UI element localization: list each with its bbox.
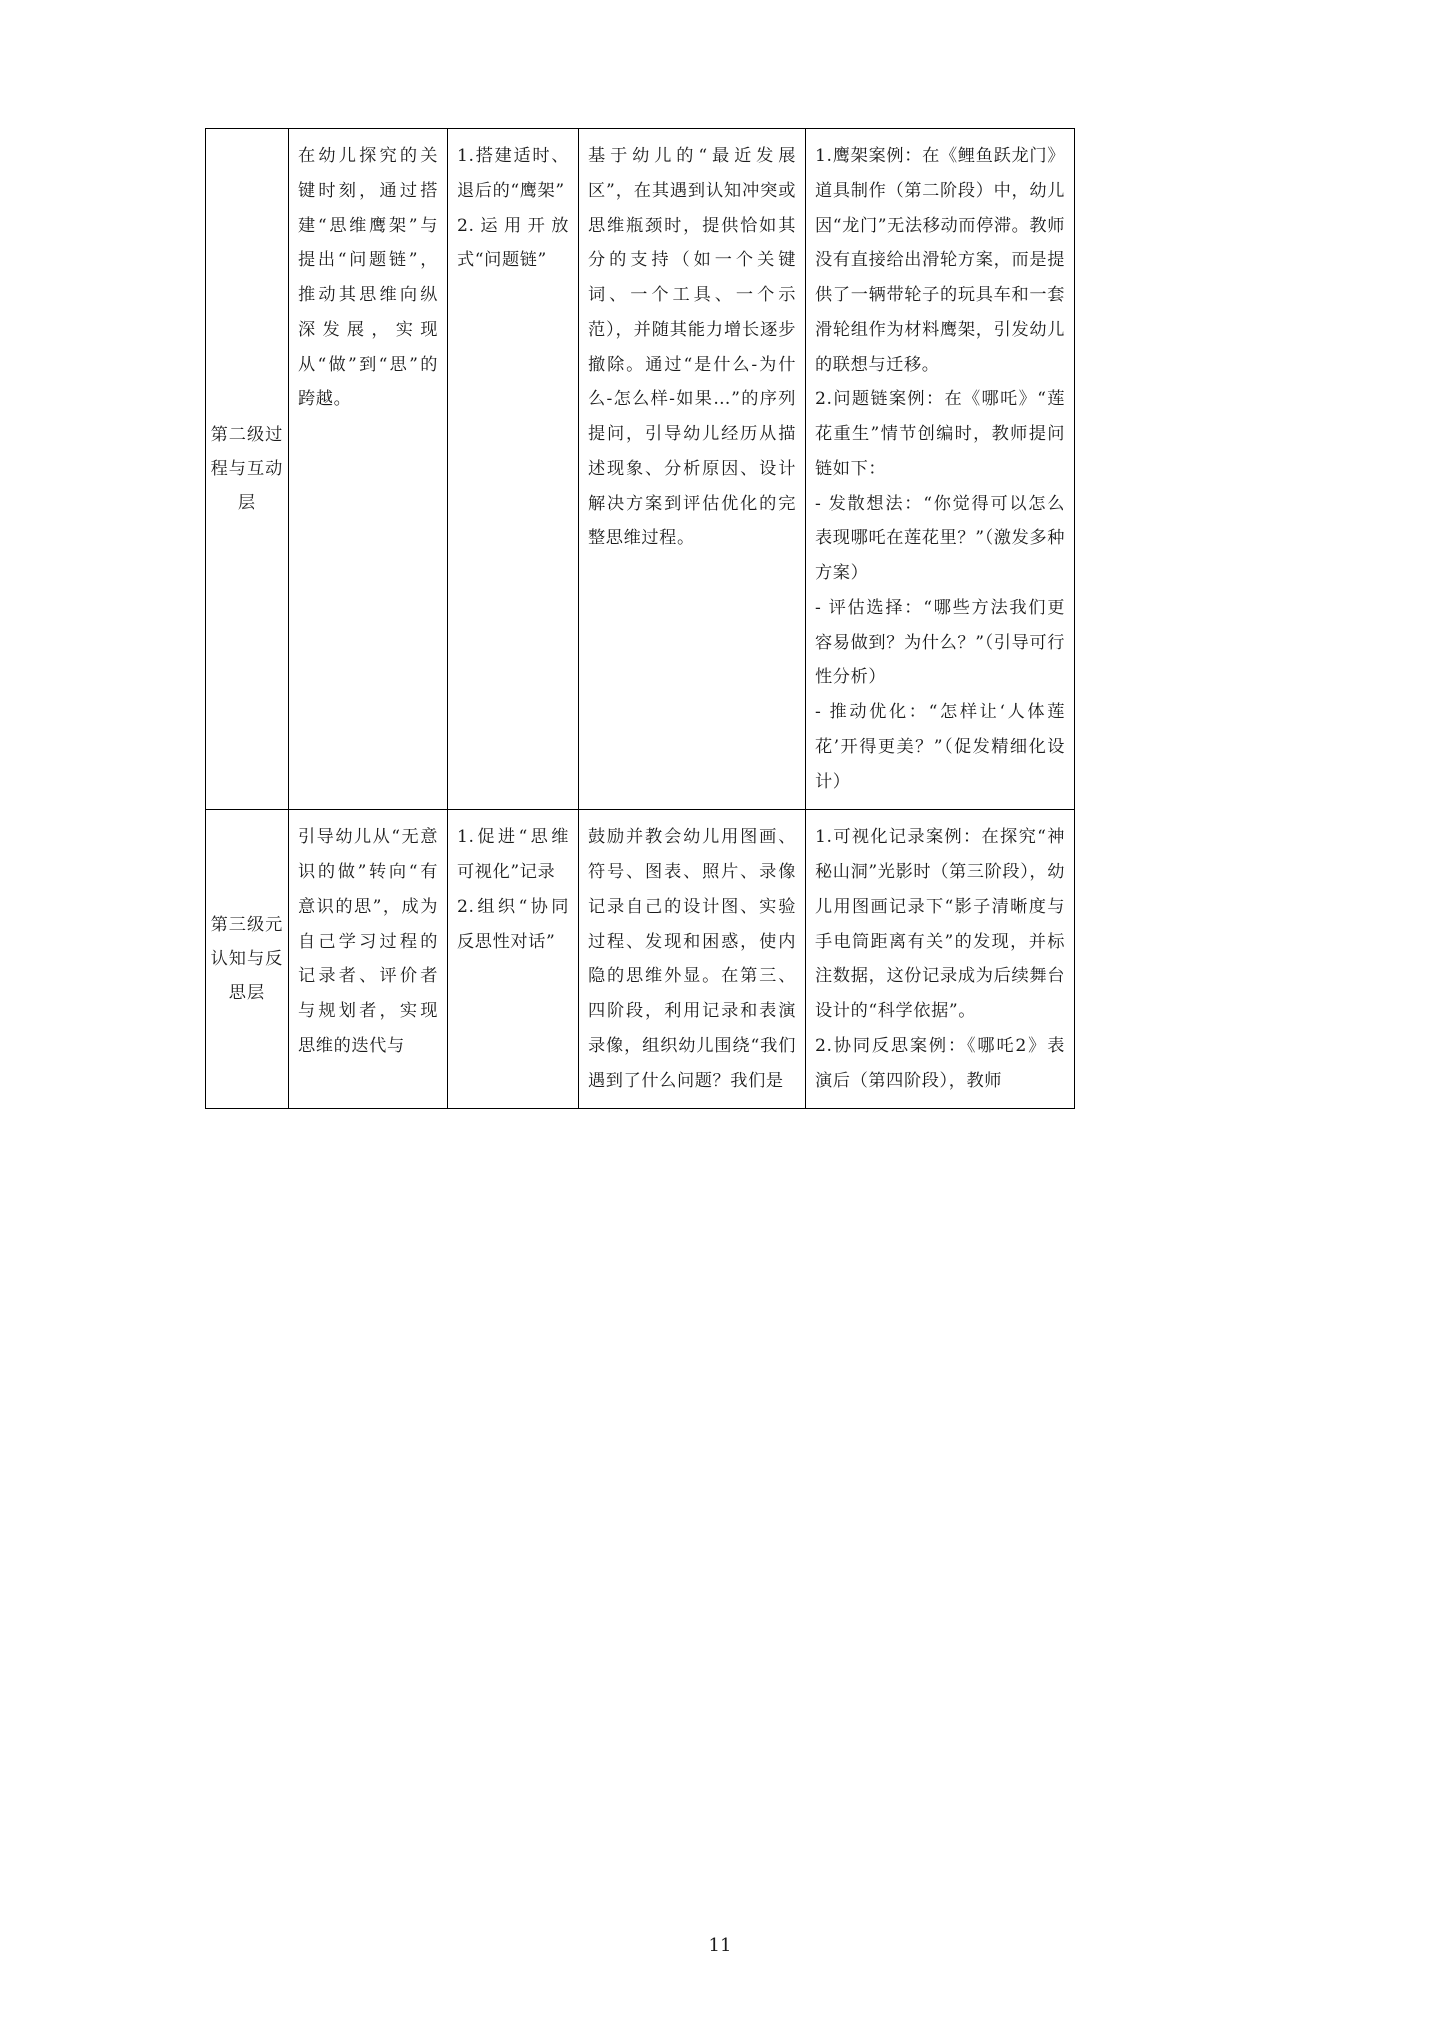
- case-item: 2.协同反思案例：《哪吒2》表演后（第四阶段），教师: [815, 1035, 1065, 1091]
- table-row: [206, 810, 1075, 1109]
- goal-cell: [289, 129, 448, 810]
- strategy-line: 1.促进“思维可视化”记录: [457, 827, 569, 882]
- strategy-line: 2.运用开放式“问题链”: [457, 215, 569, 271]
- level-label-text: 第二级过程与互动层: [210, 424, 284, 514]
- description-cell: [579, 810, 806, 1109]
- description-text: 基于幼儿的“最近发展区”，在其遇到认知冲突或思维瓶颈时，提供恰如其分的支持（如一个关键词、一个工具、一个示范），并随其能力增长逐步撤除。通过“是什么-为什么-怎么样-如果…”的序列提问，引导幼儿经历从描述现象、分析原因、设计解决方案到评估优化的完整思维过程。: [588, 146, 796, 549]
- goal-cell: [289, 810, 448, 1109]
- case-item: - 发散想法：“你觉得可以怎么表现哪吒在莲花里？”（激发多种方案）: [815, 493, 1065, 583]
- description-text: 鼓励并教会幼儿用图画、符号、图表、照片、录像记录自己的设计图、实验过程、发现和困惑，使内隐的思维外显。在第三、四阶段，利用记录和表演录像，组织幼儿围绕“我们遇到了什么问题？我们是: [588, 827, 796, 1091]
- case-cell: [806, 810, 1075, 1109]
- case-item: 1.可视化记录案例：在探究“神秘山洞”光影时（第三阶段），幼儿用图画记录下“影子清晰度与手电筒距离有关”的发现，并标注数据，这份记录成为后续舞台设计的“科学依据”。: [815, 827, 1065, 1021]
- case-item: - 评估选择：“哪些方法我们更容易做到？为什么？”（引导可行性分析）: [815, 597, 1065, 688]
- case-item: 1.鹰架案例：在《鲤鱼跃龙门》道具制作（第二阶段）中，幼儿因“龙门”无法移动而停滞。教师没有直接给出滑轮方案，而是提供了一辆带轮子的玩具车和一套滑轮组作为材料鹰架，引发幼儿的联想与迁移。: [815, 146, 1066, 375]
- case-item: 2.问题链案例：在《哪吒》“莲花重生”情节创编时，教师提问链如下：: [815, 389, 1065, 479]
- strategy-cell: [448, 810, 579, 1109]
- level-label-text: 第三级元认知与反思层: [210, 914, 284, 1004]
- table-row: [206, 129, 1075, 810]
- goal-text: 引导幼儿从“无意识的做”转向“有意识的思”，成为自己学习过程的记录者、评价者与规划者，实现思维的迭代与: [298, 827, 438, 1056]
- strategy-line: 1.搭建适时、退后的“鹰架”: [457, 146, 569, 201]
- strategy-cell: [448, 129, 579, 810]
- page-number: 11: [708, 1935, 732, 1956]
- level-label-cell: [206, 810, 289, 1109]
- level-label-cell: [206, 129, 289, 810]
- framework-table: [205, 128, 1075, 1109]
- strategy-line: 2.组织“协同反思性对话”: [457, 896, 569, 952]
- table-body: [206, 129, 1075, 1109]
- description-cell: [579, 129, 806, 810]
- case-cell: [806, 129, 1075, 810]
- case-item: - 推动优化：“怎样让‘人体莲花’开得更美？”（促发精细化设计）: [815, 702, 1065, 792]
- goal-text: 在幼儿探究的关键时刻，通过搭建“思维鹰架”与提出“问题链”，推动其思维向纵深发展，实现从“做”到“思”的跨越。: [298, 146, 438, 410]
